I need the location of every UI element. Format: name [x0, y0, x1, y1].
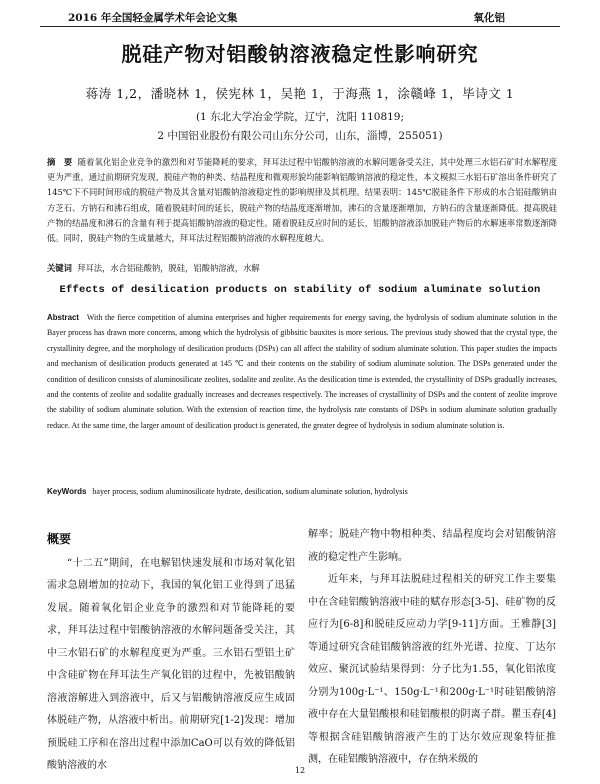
chinese-keywords-label: 关键词: [47, 263, 72, 273]
english-abstract-label: Abstract: [47, 313, 80, 322]
chinese-keywords: [47, 262, 557, 274]
body-paragraph: 解率；脱硅产物中物相种类、结晶程度均会对铝酸钠溶液的稳定性产生影响。: [308, 529, 556, 563]
header-proceedings-title: 2016 年全国轻金属学术年会论文集: [68, 12, 238, 24]
header-section-label: 氧化铝: [473, 12, 505, 24]
body-right-column: [308, 524, 556, 772]
english-keywords: [47, 487, 557, 496]
chinese-abstract-label: 摘 要: [47, 157, 73, 167]
body-paragraph: “十二五”期间，在电解铝快速发展和市场对氧化铝需求急剧增加的拉动下，我国的氧化铝工业得到了迅猛发展。随着氧化铝企业竞争的激烈和对节能降耗的要求，拜耳法过程中铝酸钠溶液的水解问题备受关注，其中三水铝石矿的水解程度更为严重。三水铝石型铝土矿中含硅矿物在拜耳法生产氧化铝的过程中，先被铝酸钠溶液溶解进入到溶液中，后又与铝酸钠溶液反应生成固体脱硅产物，从溶液中析出。前期研究[1-2]发现：增加预脱硅工序和在溶出过程中添加CaO可以有效的降低铝酸钠溶液的水: [47, 557, 295, 771]
chinese-abstract-text: 随着氧化铝企业竞争的激烈和对节能降耗的要求，拜耳法过程中铝酸钠溶液的水解问题备受关注，其中处理三水铝石矿时水解程度更为严重，通过前期研究发现，脱硅产物的种类、结晶程度和微观形貌均能影响铝酸钠溶液的稳定性，本文模拟三水铝石矿溶出条件研究了145℃下不同时间形成的脱硅产物及其含量对铝酸钠溶液稳定性的影响规律及其机理。结果表明：145℃脱硅条件下形成的水合铝硅酸钠由方芝石、方钠石和沸石组成，随着脱硅时间的延长，脱硅产物的结晶度逐渐增加，沸石的含量逐渐增加，方钠石的含量逐渐降低。提高脱硅产物的结晶度和沸石的含量有利于提高铝酸钠溶液的稳定性。随着脱硅反应时间的延长，铝酸钠溶液添加脱硅产物后的水解速率常数逐渐降低。同时，脱硅产物的生成量越大，拜耳法过程铝酸钠溶液的水解程度越大。: [47, 157, 557, 244]
body-paragraph: 近年来，与拜耳法脱硅过程相关的研究工作主要集中在含硅铝酸钠溶液中硅的赋存形态[3-5]、硅矿物的反应行为[6-8]和脱硅反应动力学[9-11]方面。王雅静[3]等通过研究含硅铝酸钠溶液的红外光谱、拉度、丁达尔效应、聚沉试验结果得到：分子比为1.55，氧化铝浓度分别为100g·L⁻¹、150g·L⁻¹和200g·L⁻¹时硅铝酸钠溶液中存在大量铝酸根和硅铝酸根的阴离子群。瞿玉春[4]等根据含硅铝酸钠溶液产生的丁达尔效应现象特征推测，在硅铝酸钠溶液中，存在纳米级的: [308, 574, 556, 765]
page-number: 12: [294, 766, 306, 775]
affiliation-1: (1 东北大学冶金学院，辽宁，沈阳 110819;: [195, 111, 405, 123]
running-header: [40, 8, 560, 27]
english-abstract-text: With the fierce competition of alumina enterprises and higher requirements for energy saving, the hydrolysis of sodium aluminate solution in the Bayer process has drawn more concerns, among which the hydrolysis of gibbsitic bauxites is more serious. The previous study showed that the crystal type, the crystallinity degree, and the morphology of desilication products (DSPs) can all affect the stability of sodium aluminate solution. This paper studies the impacts and mechanism of desilication products generated at 145 ℃ and their contents on the stability of sodium aluminate solution. The DSPs generated under the condition of desilicon consists of aluminosilicate zeolites, sodalite and zeolite. As the desilication time is extended, the crystallinity of DSPs gradually increases, and the contents of zeolite and sodalite gradually increases and decreases respectively. The increases of crystallinity of DSPs and the content of zeolite improve the stability of sodium aluminate solution. With the extension of reaction time, the hydrolysis rate constants of DSPs in sodium aluminate solution gradually reduce. At the same time, the larger amount of desilication product is generated, the greater degree of hydrolysis in sodium aluminate solution is.: [47, 313, 558, 430]
english-keywords-label: KeyWords: [47, 487, 87, 496]
paper-title: 脱硅产物对铝酸钠溶液稳定性影响研究: [121, 42, 479, 66]
section-heading: 概要: [47, 532, 72, 546]
chinese-abstract: [47, 155, 557, 246]
english-keywords-text: bayer process, sodium aluminosilicate hydrate, desilication, sodium aluminate solution, hydrolysis: [92, 487, 408, 496]
body-left-column: [47, 528, 295, 778]
author-list: 蒋涛 1,2，潘晓林 1，侯宪林 1，吴艳 1，于海燕 1，涂赣峰 1，毕诗文 1: [85, 86, 515, 101]
chinese-keywords-text: 拜耳法，水合铝硅酸钠，脱硅，铝酸钠溶液，水解: [77, 263, 260, 273]
english-title: Effects of desilication products on stability of sodium aluminate solution: [59, 284, 541, 296]
affiliation-2: 2 中国铝业股份有限公司山东分公司，山东，淄博，255051): [157, 130, 443, 142]
english-abstract: [47, 310, 557, 433]
